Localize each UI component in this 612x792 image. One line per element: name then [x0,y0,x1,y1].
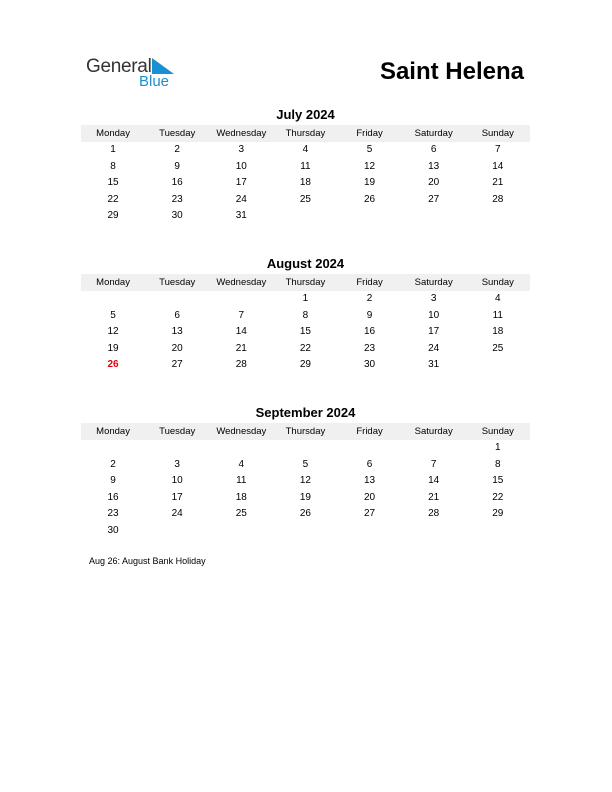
day-cell: 27 [364,508,376,519]
day-cell: 30 [107,524,119,536]
day-cell: 10 [235,160,247,172]
day-cell: 22 [492,491,504,503]
day-cell: 2 [366,293,373,304]
day-cell: 31 [428,359,440,370]
week-row [81,208,530,225]
day-cell: 16 [107,491,119,503]
day-cell [273,523,337,540]
day-cell: 13 [364,475,376,486]
day-cell: 13 [171,326,183,337]
weekday-label: Tuesday [159,128,196,139]
weekday-label: Friday [356,277,383,288]
day-cell: 4 [495,293,501,304]
day-cell: 3 [174,458,180,470]
day-cell: 28 [235,359,247,370]
week-row [81,440,530,457]
month-weeks [81,440,530,539]
day-cell: 21 [492,177,504,188]
month-weeks [81,291,530,374]
day-cell [402,440,466,457]
day-cell: 7 [495,144,501,155]
day-cell: 12 [299,475,311,486]
week-row [81,291,530,308]
day-cell: 14 [428,475,440,486]
day-cell [402,208,466,225]
day-cell: 28 [492,193,504,205]
day-cell: 1 [302,293,309,304]
day-cell: 2 [110,458,116,470]
day-cell: 6 [366,458,373,470]
day-cell: 3 [238,144,245,155]
day-cell [402,523,466,540]
day-cell: 4 [302,144,309,155]
day-cell [81,291,145,308]
logo-word-general: General [86,56,152,77]
day-cell: 31 [235,210,247,221]
logo [86,54,182,92]
week-row [81,192,530,209]
day-cell [145,523,209,540]
weekday-label: Thursday [285,128,326,139]
weekday-label: Monday [96,277,130,288]
day-cell: 20 [428,177,440,188]
day-cell [145,291,209,308]
weekday-label: Sunday [481,426,514,437]
day-cell: 16 [364,326,376,337]
week-row [81,357,530,374]
day-cell: 5 [110,309,116,321]
day-cell: 30 [171,210,183,221]
weekday-label: Monday [96,128,130,139]
day-cell: 1 [495,442,501,453]
day-cell: 23 [364,342,376,354]
week-row [81,159,530,176]
day-cell: 14 [235,326,247,337]
day-cell: 28 [428,508,440,519]
country-title: Saint Helena [379,58,524,85]
weekday-header [81,274,530,291]
day-cell [466,523,530,540]
day-cell: 18 [235,491,247,503]
day-cell: 21 [428,491,440,503]
day-cell: 24 [235,193,247,205]
weekday-label: Friday [356,426,383,437]
day-cell: 10 [428,309,440,321]
day-cell: 30 [364,359,376,370]
day-cell: 8 [495,458,501,470]
day-cell: 25 [492,342,504,354]
day-cell [209,523,273,540]
logo-word-blue: Blue [139,73,170,90]
week-row [81,490,530,507]
week-row [81,473,530,490]
month-title: July 2024 [276,107,335,122]
week-row [81,457,530,474]
day-cell [338,440,402,457]
weekday-label: Wednesday [216,426,267,437]
day-cell [466,208,530,225]
day-cell: 25 [299,193,311,205]
day-cell: 8 [302,309,309,321]
day-cell: 22 [107,193,119,205]
day-cell: 17 [235,177,247,188]
day-cell: 13 [428,160,440,172]
day-cell: 11 [236,475,247,486]
week-row [81,324,530,341]
holiday-note: Aug 26: August Bank Holiday [89,556,206,566]
month-title: September 2024 [255,405,356,420]
weekday-label: Sunday [481,277,514,288]
day-cell: 4 [238,458,245,470]
day-cell-holiday: 26 [107,359,119,370]
day-cell: 27 [428,193,440,205]
day-cell [338,523,402,540]
day-cell: 17 [428,326,440,337]
day-cell: 14 [492,160,504,172]
day-cell: 12 [364,160,376,172]
day-cell: 19 [299,491,311,503]
day-cell: 6 [430,144,437,155]
day-cell: 26 [299,508,311,519]
day-cell: 19 [107,342,119,354]
day-cell: 11 [300,160,311,172]
day-cell [81,440,145,457]
month-september [81,405,530,539]
weekday-label: Monday [96,426,130,437]
day-cell: 20 [364,491,376,503]
day-cell: 5 [366,144,373,155]
day-cell: 29 [492,508,504,519]
weekday-label: Saturday [414,277,453,288]
day-cell: 7 [430,458,437,470]
day-cell [273,440,337,457]
weekday-label: Saturday [414,426,453,437]
month-july [81,107,530,225]
day-cell [338,208,402,225]
day-cell: 6 [174,309,180,321]
day-cell: 7 [238,309,245,321]
day-cell: 1 [110,144,116,155]
week-row [81,506,530,523]
weekday-header [81,125,530,142]
day-cell: 24 [428,342,440,354]
day-cell: 9 [110,475,116,486]
logo-triangle-icon [152,58,176,74]
day-cell: 16 [171,177,183,188]
weekday-label: Thursday [285,277,326,288]
day-cell: 12 [107,326,119,337]
day-cell: 9 [366,309,373,321]
day-cell: 24 [171,508,183,519]
month-weeks [81,142,530,225]
day-cell [209,291,273,308]
day-cell [466,357,530,374]
day-cell: 22 [299,342,311,354]
day-cell: 8 [110,160,116,172]
day-cell [145,440,209,457]
day-cell: 3 [430,293,437,304]
day-cell: 23 [171,193,183,205]
day-cell: 11 [492,309,503,321]
day-cell: 29 [107,210,119,221]
week-row [81,175,530,192]
weekday-label: Wednesday [216,128,267,139]
week-row [81,142,530,159]
day-cell: 15 [492,475,504,486]
weekday-label: Friday [356,128,383,139]
weekday-label: Tuesday [159,426,196,437]
weekday-label: Sunday [481,128,514,139]
day-cell: 15 [299,326,311,337]
day-cell: 23 [107,508,119,519]
month-august [81,256,530,374]
day-cell: 19 [364,177,376,188]
day-cell: 20 [171,342,183,354]
day-cell: 26 [364,193,376,205]
day-cell: 2 [174,144,180,155]
weekday-label: Wednesday [216,277,267,288]
day-cell: 5 [302,458,309,470]
day-cell [273,208,337,225]
week-row [81,341,530,358]
weekday-label: Saturday [414,128,453,139]
day-cell [209,440,273,457]
day-cell: 25 [235,508,247,519]
day-cell: 10 [171,475,183,486]
day-cell: 18 [492,326,504,337]
weekday-label: Tuesday [159,277,196,288]
day-cell: 18 [299,177,311,188]
weekday-label: Thursday [285,426,326,437]
week-row [81,523,530,540]
month-title: August 2024 [266,256,345,271]
weekday-header [81,423,530,440]
week-row [81,308,530,325]
day-cell: 29 [299,359,311,370]
day-cell: 17 [171,491,183,503]
day-cell: 27 [171,359,183,370]
day-cell: 15 [107,177,119,188]
day-cell: 21 [235,342,247,354]
day-cell: 9 [174,160,180,172]
